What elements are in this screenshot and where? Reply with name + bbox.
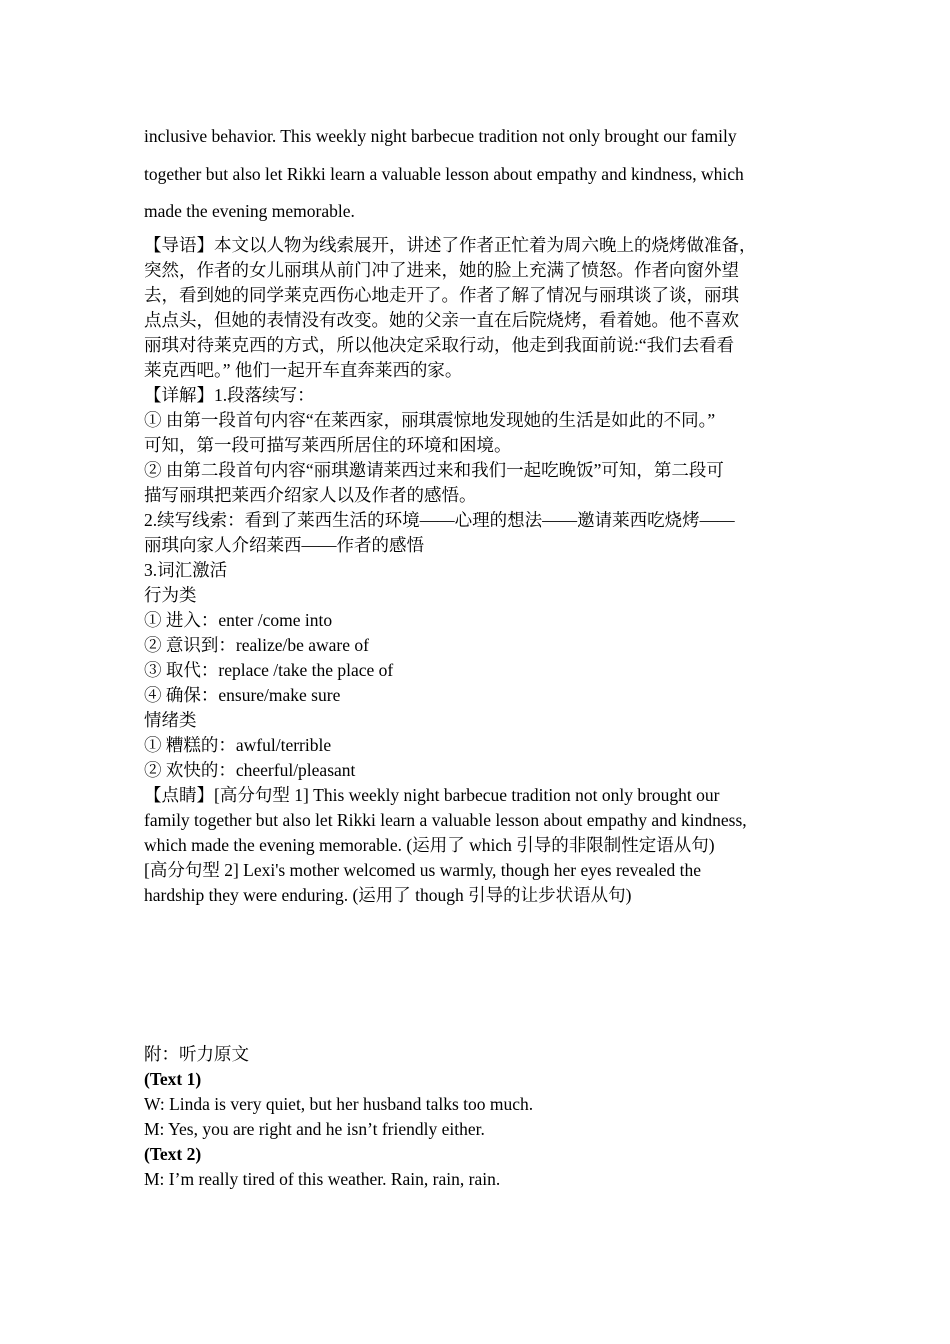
analysis-section [144,233,809,908]
highlight-line: family together but also let Rikki learn a valuable lesson about empathy and kindness, [144,810,747,830]
highlight-line: hardship they were enduring. (运用了 though 引导的让步状语从句) [144,885,632,905]
essay-ending-paragraph [144,118,809,231]
vocab-item: ③ 取代：replace /take the place of [144,660,394,680]
dialogue-line: M: Yes, you are right and he isn’t friendly either. [144,1119,485,1139]
vocab-item: ① 进入：enter /come into [144,610,333,630]
clue-line: 2.续写线索：看到了莱西生活的环境——心理的想法——邀请莱西吃烧烤—— [144,510,735,530]
text1-label: (Text 1) [144,1069,202,1089]
intro-line: 突然，作者的女儿丽琪从前门冲了进来，她的脸上充满了愤怒。作者向窗外望 [144,260,739,280]
vocab-category: 情绪类 [144,710,197,730]
vocab-heading: 3.词汇激活 [144,560,228,580]
appendix-section [144,1042,809,1192]
highlight-line: [高分句型 2] Lexi's mother welcomed us warmly, though her eyes revealed the [144,860,701,880]
dialogue-line: W: Linda is very quiet, but her husband talks too much. [144,1094,534,1114]
intro-line: 【导语】本文以人物为线索展开，讲述了作者正忙着为周六晚上的烧烤做准备， [144,235,757,255]
detail-line: ② 由第二段首句内容“丽琪邀请莱西过来和我们一起吃晚饭”可知，第二段可 [144,460,724,480]
paragraph-line: made the evening memorable. [144,201,355,221]
appendix-heading: 附：听力原文 [144,1044,249,1064]
intro-line: 丽琪对待莱克西的方式，所以他决定采取行动，他走到我面前说:“我们去看看 [144,335,735,355]
detail-line: ① 由第一段首句内容“在莱西家，丽琪震惊地发现她的生活是如此的不同。” [144,410,716,430]
dialogue-line: M: I’m really tired of this weather. Rain, rain, rain. [144,1169,501,1189]
vocab-item: ② 欢快的：cheerful/pleasant [144,760,356,780]
paragraph-line: inclusive behavior. This weekly night barbecue tradition not only brought our family [144,126,737,146]
text2-label: (Text 2) [144,1144,202,1164]
highlight-line: 【点睛】[高分句型 1] This weekly night barbecue tradition not only brought our [144,785,720,805]
clue-line: 丽琪向家人介绍莱西——作者的感悟 [144,535,424,555]
vocab-category: 行为类 [144,585,197,605]
paragraph-line: together but also let Rikki learn a valuable lesson about empathy and kindness, which [144,163,744,184]
intro-line: 点点头，但她的表情没有改变。她的父亲一直在后院烧烤，看着她。他不喜欢 [144,310,739,330]
intro-line: 去，看到她的同学莱克西伤心地走开了。作者了解了情况与丽琪谈了谈，丽琪 [144,285,739,305]
detail-line: 描写丽琪把莱西介绍家人以及作者的感悟。 [144,485,477,505]
intro-line: 莱克西吧。” 他们一起开车直奔莱西的家。 [144,360,463,380]
vocab-item: ② 意识到：realize/be aware of [144,635,369,655]
highlight-line: which made the evening memorable. (运用了 which 引导的非限制性定语从句) [144,835,715,855]
detail-heading: 【详解】1.段落续写： [144,385,315,405]
vocab-item: ④ 确保：ensure/make sure [144,685,341,705]
detail-line: 可知，第一段可描写莱西所居住的环境和困境。 [144,435,512,455]
vocab-item: ① 糟糕的：awful/terrible [144,735,332,755]
